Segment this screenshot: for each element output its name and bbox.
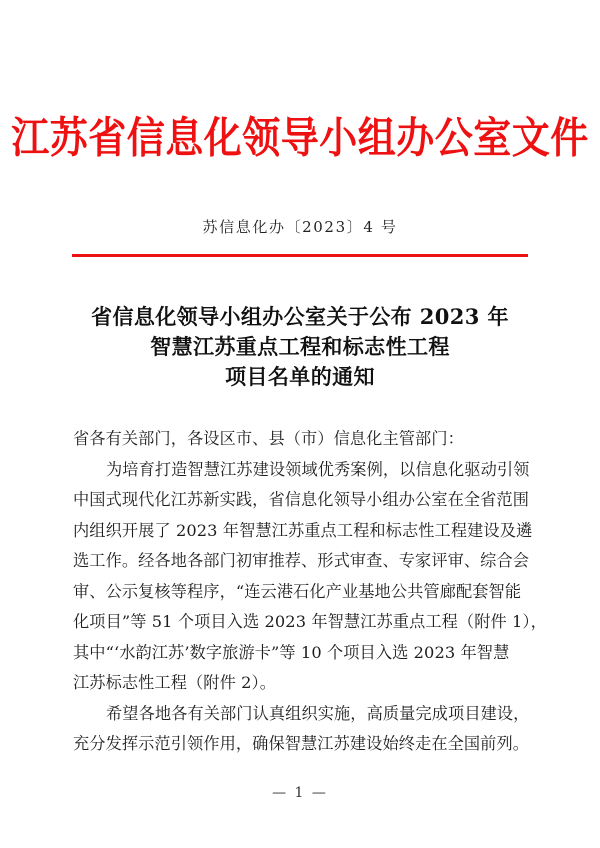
body-line-8: 其中“‘水韵江苏’数字旅游卡”等 10 个项目入选 2023 年智慧: [73, 642, 510, 662]
body-line-2: 为培育打造智慧江苏建设领域优秀案例，以信息化驱动引领: [106, 459, 530, 479]
body-line-10: 希望各地各有关部门认真组织实施，高质量完成项目建设，: [106, 703, 530, 723]
masthead-title: 江苏省信息化领导小组办公室文件: [11, 112, 589, 163]
red-separator-rule: [72, 254, 528, 257]
document-number: 苏信息化办〔2023〕4 号: [202, 218, 398, 236]
notice-title-line-1: 省信息化领导小组办公室关于公布 2023 年: [91, 304, 509, 329]
page-number: — 1 —: [272, 785, 328, 801]
document-number-row: [0, 216, 600, 238]
body-line-11: 充分发挥示范引领作用，确保智慧江苏建设始终走在全国前列。: [73, 734, 530, 753]
body-line-3: 中国式现代化江苏新实践，省信息化领导小组办公室在全省范围: [73, 490, 530, 509]
notice-title-block: [72, 302, 528, 392]
body-line-7: 化项目”等 51 个项目入选 2023 年智慧江苏重点工程（附件 1），: [73, 612, 547, 631]
document-body: [73, 424, 547, 760]
notice-title-line-3: 项目名单的通知: [225, 364, 375, 389]
body-salutation: 省各有关部门，各设区市、县（市）信息化主管部门：: [73, 429, 464, 448]
body-line-6: 审、公示复核等程序，“连云港石化产业基地公共管廊配套智能: [73, 581, 522, 601]
body-line-5: 选工作。经各地各部门初审推荐、形式审查、专家评审、综合会: [73, 551, 530, 570]
masthead: [0, 112, 600, 164]
page-footer: [0, 782, 600, 803]
notice-title-line-2: 智慧江苏重点工程和标志性工程: [150, 334, 450, 359]
body-line-4: 内组织开展了 2023 年智慧江苏重点工程和标志性工程建设及遴: [73, 520, 533, 540]
body-line-9: 江苏标志性工程（附件 2）。: [73, 673, 276, 692]
